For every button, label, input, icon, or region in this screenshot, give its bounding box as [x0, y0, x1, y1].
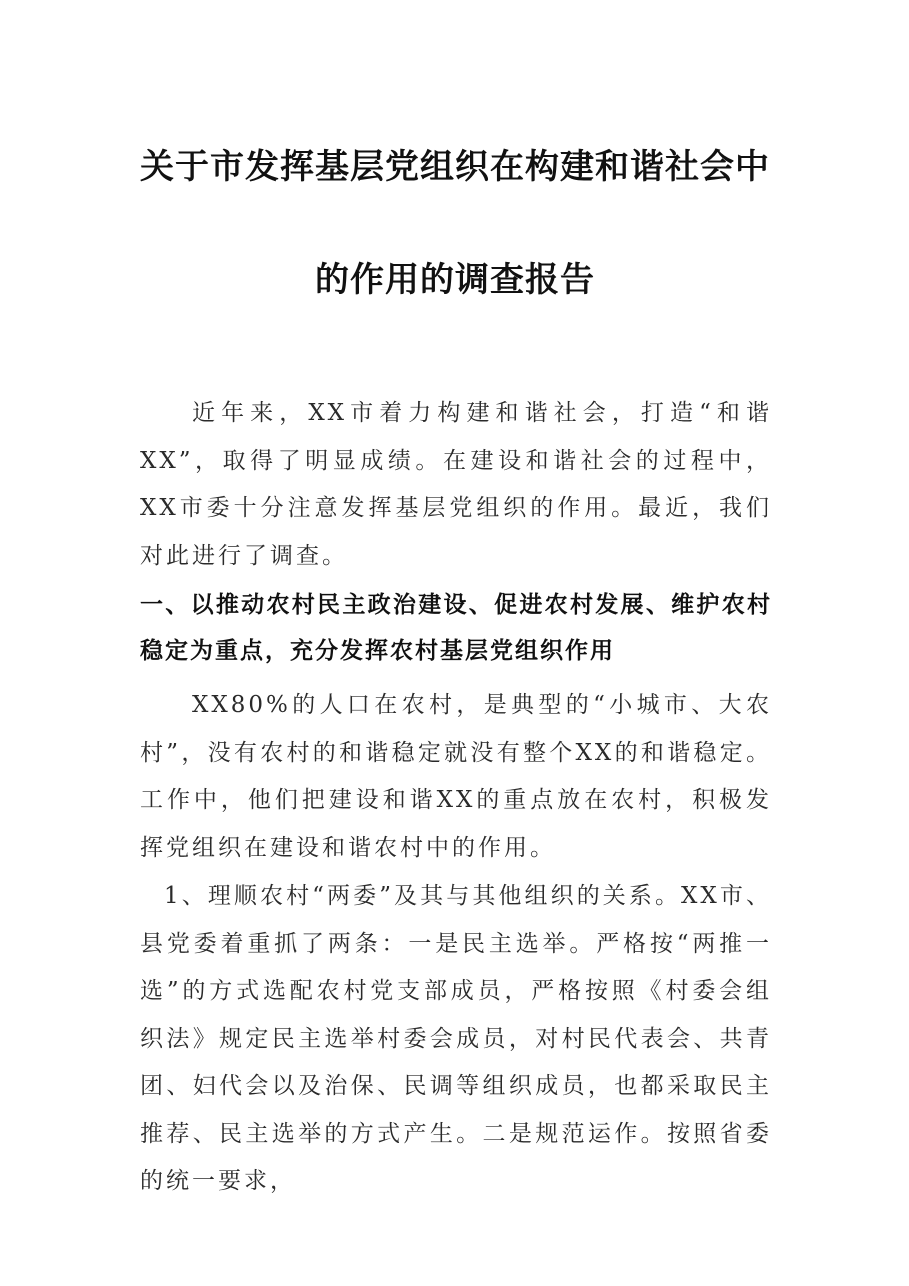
section-heading-text: 一、以推动农村民主政治建设、促进农村发展、维护农村稳定为重点，充分发挥农村基层党组织作用: [140, 591, 772, 664]
section-paragraph: [140, 682, 772, 872]
title-line-1: 关于市发挥基层党组织在构建和谐社会中: [140, 147, 770, 187]
title-line-2: 的作用的调查报告: [315, 260, 595, 300]
paragraph-text: XX80%的人口在农村，是典型的“小城市、大农村”，没有农村的和谐稳定就没有整个XX的和谐稳定。工作中，他们把建设和谐XX的重点放在农村，积极发挥党组织在建设和谐农村中的作用。: [140, 692, 772, 861]
paragraph-text: 近年来，XX市着力构建和谐社会，打造“和谐XX”，取得了明显成绩。在建设和谐社会的过程中，XX市委十分注意发挥基层党组织的作用。最近，我们对此进行了调查。: [140, 400, 772, 569]
paragraph-text: 1、理顺农村“两委”及其与其他组织的关系。XX市、县党委着重抓了两条：一是民主选举。严格按“两推一选”的方式选配农村党支部成员，严格按照《村委会组织法》规定民主选举村委会成员，对村民代表会、共青团、妇代会以及治保、民调等组织成员，也都采取民主推荐、民主选举的方式产生。二是规范运作。按照省委的统一要求，: [140, 883, 772, 1194]
numbered-paragraph: [140, 873, 772, 1206]
intro-paragraph: [140, 390, 772, 580]
section-heading: [140, 582, 772, 674]
